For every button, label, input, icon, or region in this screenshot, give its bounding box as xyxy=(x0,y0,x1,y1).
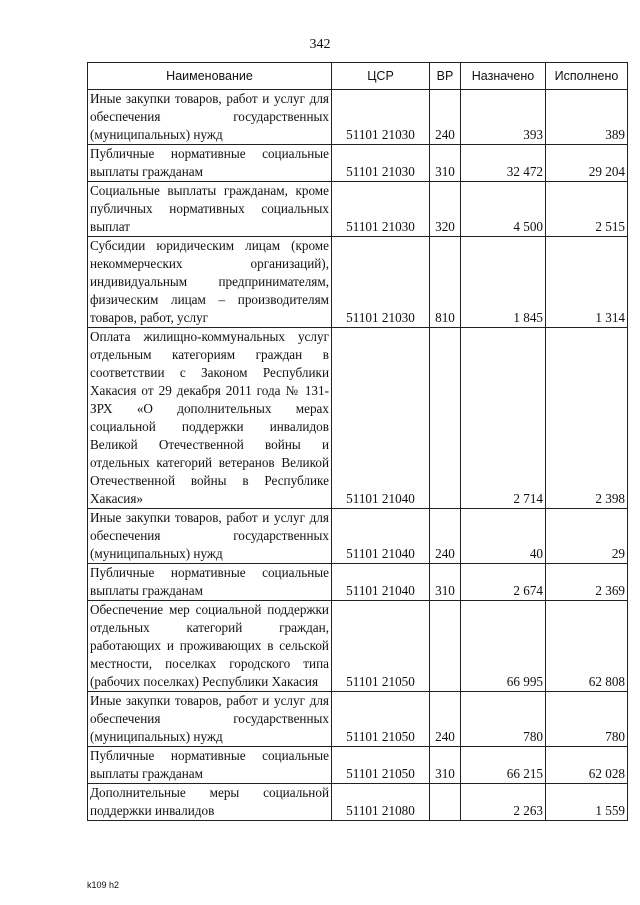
row-name: Публичные нормативные социальные выплаты гражданам xyxy=(88,564,332,601)
row-planned: 1 845 xyxy=(461,237,546,328)
header-csr: ЦСР xyxy=(332,63,430,90)
row-vr: 320 xyxy=(430,182,461,237)
row-vr xyxy=(430,784,461,821)
row-vr: 310 xyxy=(430,747,461,784)
row-vr xyxy=(430,328,461,509)
table-row xyxy=(88,601,628,692)
row-planned: 40 xyxy=(461,509,546,564)
row-executed: 62 028 xyxy=(546,747,628,784)
row-executed: 2 515 xyxy=(546,182,628,237)
row-planned: 2 674 xyxy=(461,564,546,601)
table-row xyxy=(88,182,628,237)
table-row xyxy=(88,90,628,145)
row-planned: 66 215 xyxy=(461,747,546,784)
row-executed: 1 559 xyxy=(546,784,628,821)
header-executed: Исполнено xyxy=(546,63,628,90)
row-name: Оплата жилищно-коммунальных услуг отдельным категориям граждан в соответствии с Законом Республики Хакасия от 29 декабря 2011 года № 131-ЗРХ «О дополнительных мерах социальной поддержки инвалидов Великой Отечественной войны и отдельных категорий ветеранов Великой Отечественной войны в Республике Хакасия» xyxy=(88,328,332,509)
row-name: Социальные выплаты гражданам, кроме публичных нормативных социальных выплат xyxy=(88,182,332,237)
table-row xyxy=(88,564,628,601)
row-csr: 51101 21080 xyxy=(332,784,430,821)
row-vr: 240 xyxy=(430,692,461,747)
row-vr: 240 xyxy=(430,509,461,564)
row-vr: 810 xyxy=(430,237,461,328)
page-number: 342 xyxy=(309,37,331,52)
row-planned: 780 xyxy=(461,692,546,747)
row-csr: 51101 21040 xyxy=(332,564,430,601)
row-executed: 2 398 xyxy=(546,328,628,509)
row-csr: 51101 21030 xyxy=(332,90,430,145)
row-executed: 2 369 xyxy=(546,564,628,601)
row-vr: 310 xyxy=(430,145,461,182)
header-name: Наименование xyxy=(88,63,332,90)
row-csr: 51101 21030 xyxy=(332,237,430,328)
row-csr: 51101 21050 xyxy=(332,747,430,784)
table-row xyxy=(88,145,628,182)
table-row xyxy=(88,509,628,564)
row-name: Иные закупки товаров, работ и услуг для обеспечения государственных (муниципальных) нужд xyxy=(88,90,332,145)
budget-table xyxy=(87,62,628,821)
row-executed: 389 xyxy=(546,90,628,145)
row-executed: 29 xyxy=(546,509,628,564)
table-row xyxy=(88,784,628,821)
header-vr: ВР xyxy=(430,63,461,90)
row-planned: 66 995 xyxy=(461,601,546,692)
row-executed: 29 204 xyxy=(546,145,628,182)
row-vr: 310 xyxy=(430,564,461,601)
row-planned: 32 472 xyxy=(461,145,546,182)
row-name: Иные закупки товаров, работ и услуг для обеспечения государственных (муниципальных) нужд xyxy=(88,692,332,747)
row-csr: 51101 21050 xyxy=(332,692,430,747)
row-vr xyxy=(430,601,461,692)
row-name: Дополнительные меры социальной поддержки инвалидов xyxy=(88,784,332,821)
row-executed: 62 808 xyxy=(546,601,628,692)
row-name: Субсидии юридическим лицам (кроме некоммерческих организаций), индивидуальным предпринимателям, физическим лицам – производителям товаров, работ, услуг xyxy=(88,237,332,328)
table-row xyxy=(88,328,628,509)
row-csr: 51101 21050 xyxy=(332,601,430,692)
header-planned: Назначено xyxy=(461,63,546,90)
row-planned: 4 500 xyxy=(461,182,546,237)
row-csr: 51101 21040 xyxy=(332,328,430,509)
row-executed: 1 314 xyxy=(546,237,628,328)
row-csr: 51101 21030 xyxy=(332,145,430,182)
table-header-row xyxy=(88,63,628,90)
row-name: Публичные нормативные социальные выплаты гражданам xyxy=(88,747,332,784)
row-planned: 393 xyxy=(461,90,546,145)
row-name: Обеспечение мер социальной поддержки отдельных категорий граждан, работающих и проживающих в сельской местности, поселках городского типа (рабочих поселках) Республики Хакасия xyxy=(88,601,332,692)
row-vr: 240 xyxy=(430,90,461,145)
footer-document-code: k109 h2 xyxy=(87,880,120,890)
row-csr: 51101 21030 xyxy=(332,182,430,237)
row-executed: 780 xyxy=(546,692,628,747)
table-row xyxy=(88,747,628,784)
row-planned: 2 263 xyxy=(461,784,546,821)
table-row xyxy=(88,237,628,328)
table-row xyxy=(88,692,628,747)
row-planned: 2 714 xyxy=(461,328,546,509)
row-name: Иные закупки товаров, работ и услуг для обеспечения государственных (муниципальных) нужд xyxy=(88,509,332,564)
row-csr: 51101 21040 xyxy=(332,509,430,564)
row-name: Публичные нормативные социальные выплаты гражданам xyxy=(88,145,332,182)
